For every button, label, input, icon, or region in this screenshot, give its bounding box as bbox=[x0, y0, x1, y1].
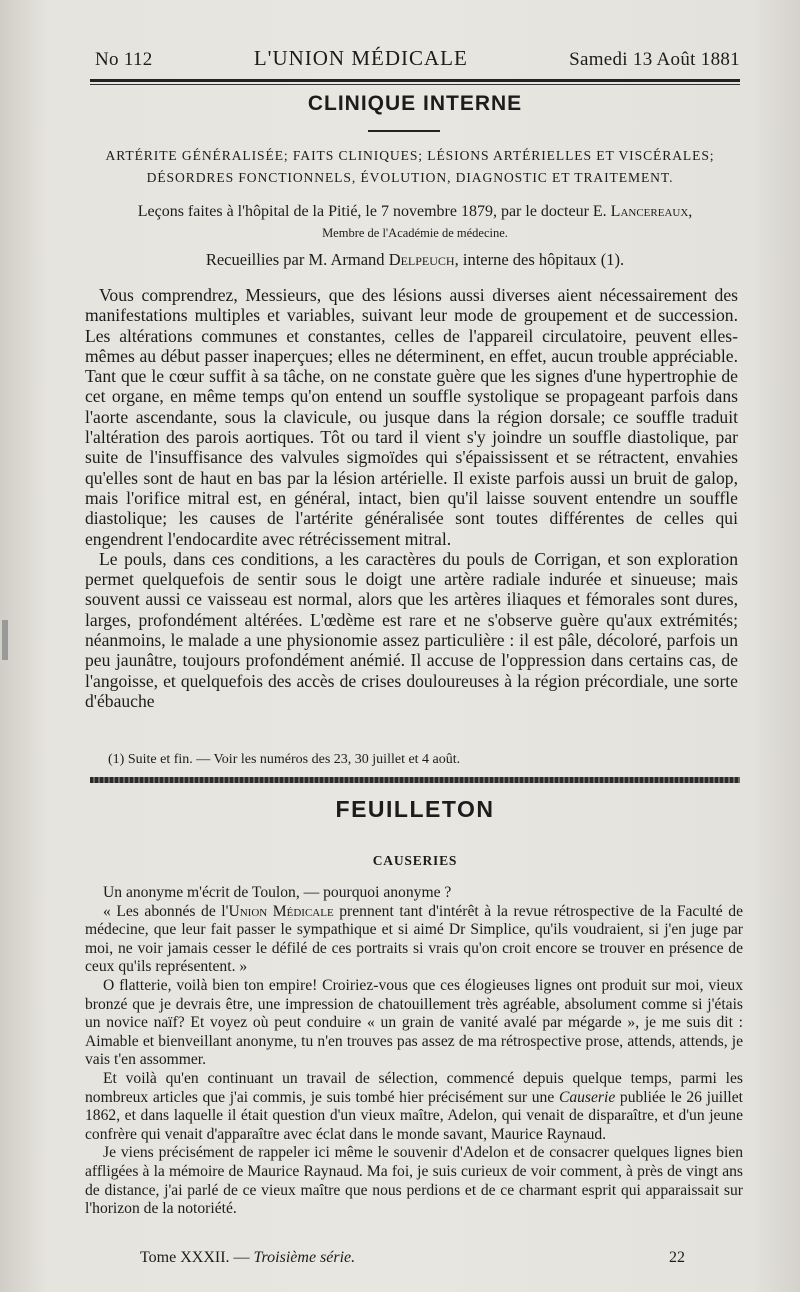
lecture-member: Membre de l'Académie de médecine. bbox=[322, 226, 508, 240]
p2-end: prennent tant d'intérêt à la revue rétrospective de la Faculté de médecine, que leur fait passer le sympathique et si aimé Dr Simplice, qu'ils voudraient, si j'en juge par moi, ne voir jamais cesser le défilé de ces portraits si vrais qu'on croit encore se trouver en présence de ceux qu'ils représentent. » bbox=[85, 902, 743, 976]
journal-name: Union Médicale bbox=[228, 902, 334, 920]
section-title-feuilleton: FEUILLETON bbox=[335, 796, 495, 822]
feuilleton-paragraph-5: Je viens précisément de rappeler ici même le souvenir d'Adelon et de consacrer quelques lignes bien affligées à la mémoire de Maurice Raynaud. Ma foi, je suis curieux de voir comment, à près de vingt ans de distance, j'ai parlé de ce vieux maître que nous perdions et de ce charmant esprit qui apparaissait sur l'horizon de la notoriété. bbox=[85, 1144, 743, 1218]
collected-prefix: Recueillies par M. Armand bbox=[205, 250, 389, 269]
lecture-credit bbox=[70, 203, 760, 221]
p2-start: « Les abonnés de l' bbox=[103, 902, 229, 920]
header-rule-thin bbox=[90, 84, 740, 85]
tome-label: Tome XXXII. — bbox=[140, 1249, 254, 1266]
article-subtitle-line1: ARTÉRITE GÉNÉRALISÉE; FAITS CLINIQUES; LÉSIONS ARTÉRIELLES ET VISCÉRALES; bbox=[105, 148, 715, 163]
page-footer bbox=[140, 1249, 685, 1267]
page-number: 22 bbox=[669, 1249, 685, 1266]
clinique-paragraph-2: Le pouls, dans ces conditions, a les caractères du pouls de Corrigan, et son exploration permet quelquefois de sentir sous le doigt une artère radiale indurée et sinueuse; mais souvent aussi ce vaisseau est normal, alors que les artères iliaques et fémorales sont dures, larges, profondément altérées. L'œdème est rare et ne s'observe guère qu'aux extrémités; néanmoins, le malade a une physionomie assez particulière : il est pâle, décoloré, parfois un peu jaunâtre, toujours profondément anémié. Il accuse de l'oppression dans certains cas, de l'angoisse, et quelquefois des accès de crises douloureuses à la région précordiale, une sorte d'ébauche bbox=[85, 548, 738, 711]
footnote: (1) Suite et fin. — Voir les numéros des 23, 30 juillet et 4 août. bbox=[108, 752, 461, 767]
feuilleton-paragraph-3: O flatterie, voilà bien ton empire! Croiriez-vous que ces élogieuses lignes ont produit sur moi, vieux bronzé que je devrais être, une impression de chatouillement très agréable, absolument comme si j'étais un novice naïf? Et voyez où peut conduire « un grain de vanité avalé par mégarde », je me suis dit : Aimable et bienveillant anonyme, tu n'en trouves pas assez de ma rétrospective prose, attends, attends, je vais t'en assommer. bbox=[85, 976, 743, 1069]
feuilleton-divider bbox=[90, 777, 740, 783]
clinique-body bbox=[85, 285, 738, 711]
collected-credit bbox=[70, 250, 760, 270]
feuilleton-body bbox=[85, 884, 743, 1219]
feuilleton-paragraph-1: Un anonyme m'écrit de Toulon, — pourquoi anonyme ? bbox=[103, 884, 452, 901]
page-header bbox=[95, 46, 740, 76]
header-rule bbox=[90, 79, 740, 82]
causerie-word: Causerie bbox=[558, 1088, 616, 1106]
lecture-prefix: Leçons faites à l'hôpital de la Pitié, le 7 novembre 1879, par le docteur E. bbox=[137, 203, 611, 220]
p4-start: Et voilà qu'en continuant un travail de sélection, commencé depuis quelque temps, parmi les nombreux articles que j'ai commis, je suis tombé hier précisément sur une bbox=[85, 1069, 743, 1106]
lecture-author: Lancereaux, bbox=[610, 203, 693, 220]
feuilleton-paragraph-2 bbox=[85, 903, 743, 977]
volume-info bbox=[140, 1249, 355, 1267]
issue-number: No 112 bbox=[95, 49, 153, 70]
feuilleton-subtitle: CAUSERIES bbox=[372, 853, 458, 868]
feuilleton-paragraph-4 bbox=[85, 1070, 743, 1144]
article-subtitle-line2: DÉSORDRES FONCTIONNELS, ÉVOLUTION, DIAGNOSTIC ET TRAITEMENT. bbox=[146, 170, 674, 185]
issue-date: Samedi 13 Août 1881 bbox=[569, 49, 740, 70]
masthead: L'UNION MÉDICALE bbox=[253, 46, 468, 70]
collected-suffix: , interne des hôpitaux (1). bbox=[454, 250, 625, 269]
clinique-paragraph-1: Vous comprendrez, Messieurs, que des lésions aussi diverses aient nécessairement des manifestations multiples et variables, suivant leur mode de groupement et de succession. Les altérations communes et constantes, celles de l'appareil circulatoire, peuvent elles-mêmes au début passer inaperçues; elles ne déterminent, en effet, aucun trouble appréciable. Tant que le cœur suffit à sa tâche, on ne constate guère que les signes d'une hypertrophie de cet organe, en même temps qu'on entend un souffle systolique se propageant parfois dans l'aorte ascendante, sous la clavicule, ou jusque dans la région dorsale; ce souffle traduit l'altération des parois aortiques. Tôt ou tard il vient s'y joindre un souffle diastolique, par suite de l'insuffisance des valvules sigmoïdes qui s'épaississent et se rétractent, envahies qu'elles sont de haut en bas par la lésion artérielle. Il existe parfois aussi un bruit de galop, mais l'orifice mitral est, en général, intact, bien qu'il laisse souvent entendre un souffle diastolique; les causes de l'artérite généralisée sont toutes différentes de celles qui engendrent l'endocardite avec rétrécissement mitral. bbox=[85, 285, 738, 549]
serie-label: Troisième série. bbox=[253, 1249, 356, 1266]
p4-end: publiée le 26 juillet 1862, et dans laquelle il était question d'un vieux maître, Adelon, qui venait de disparaître, et d'un jeune confrère qui venait d'apparaître avec éclat dans le monde savant, Maurice Raynaud. bbox=[85, 1088, 743, 1143]
scan-edge-mark bbox=[2, 620, 8, 660]
title-rule bbox=[368, 130, 440, 132]
section-title-clinique: CLINIQUE INTERNE bbox=[307, 92, 523, 115]
collected-name: Delpeuch bbox=[388, 250, 455, 269]
